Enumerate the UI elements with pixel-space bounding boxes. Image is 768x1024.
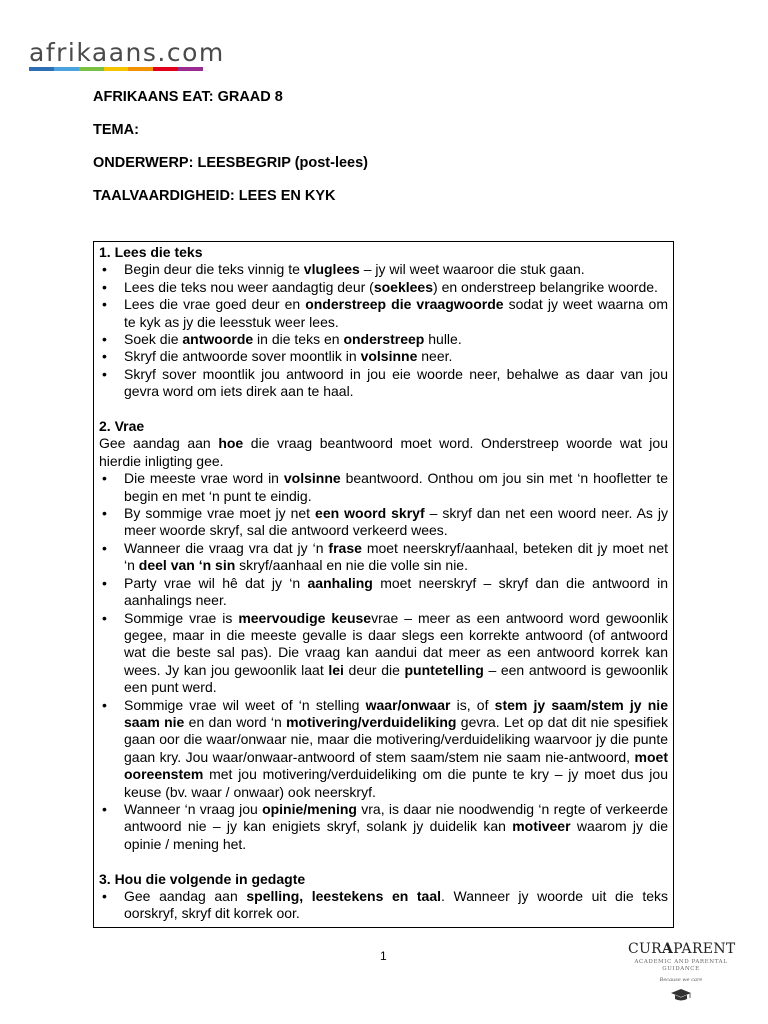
list-item: • Lees die vrae goed deur en onderstreep die vraagwoorde sodat jy weet waarna om te kyk as jy die leesstuk weer lees. — [99, 296, 668, 331]
document-title: AFRIKAANS EAT: GRAAD 8 — [93, 89, 283, 105]
graduation-cap-icon — [670, 988, 692, 1002]
section-intro: Gee aandag aan hoe die vraag beantwoord moet word. Onderstreep woorde wat jou hierdie inligting gee. — [99, 435, 668, 469]
page-number: 1 — [380, 949, 387, 963]
list-item: • Gee aandag aan spelling, leestekens en taal. Wanneer jy woorde uit die teks oorskryf, skryf dit korrek oor. — [99, 888, 668, 923]
bullet-list — [99, 470, 668, 853]
list-item: • Die meeste vrae word in volsinne beantwoord. Onthou om jou sin met ‘n hoofletter te begin en met ‘n punt te eindig. — [99, 470, 668, 505]
afrikaans-logo — [29, 40, 225, 71]
list-item: • Sommige vrae wil weet of ‘n stelling waar/onwaar is, of stem jy saam/stem jy nie saam nie en dan word ‘n motivering/verduideliking gevra. Let op dat dit nie spesifiek gaan oor die waar/onwaar nie, maar die motivering/verduideliking waarvoor jy die punte gaan kry. Jou waar/onwaar-antwoord of stem saam/stem nie saam nie-antwoord, moet ooreenstem met jou motivering/verduideliking om die punte te kry – jy moet dus jou keuse (bv. waar / onwaar) ook neerskryf. — [99, 697, 668, 801]
list-item: • Sommige vrae is meervoudige keusevrae – meer as een antwoord word gewoonlik gegee, maar in die meeste gevalle is daar slegs een korrekte antwoord (of antwoord wat die beste sal pas). Die vraag kan aandui dat meer as een antwoord korrek kan wees. Jy kan jou gewoonlik laat lei deur die puntetelling – een antwoord is gewoonlik een punt werd. — [99, 610, 668, 697]
list-item: • Soek die antwoorde in die teks en onderstreep hulle. — [99, 331, 668, 348]
section-title: 3. Hou die volgende in gedagte — [99, 870, 306, 887]
onderwerp-heading: ONDERWERP: LEESBEGRIP (post-lees) — [93, 155, 369, 171]
logo-color-bar — [29, 67, 203, 71]
curaparent-subtitle: ACADEMIC AND PARENTAL GUIDANCE — [634, 959, 728, 972]
list-item: • Wanneer die vraag vra dat jy ‘n frase moet neerskryf/aanhaal, beteken dit jy moet net ‘n deel van ‘n sin skryf/aanhaal en nie die volle sin nie. — [99, 540, 668, 575]
curaparent-name: CURAPARENT — [628, 941, 736, 957]
section-3 — [99, 871, 668, 923]
logo-text: afrikaans.com — [29, 38, 225, 67]
list-item: • Skryf sover moontlik jou antwoord in jou eie woorde neer, behalwe as daar van jou gevra word om iets direk aan te haal. — [99, 366, 668, 401]
curaparent-tagline: Because we care — [659, 977, 703, 983]
list-item: • Wanneer ‘n vraag jou opinie/mening vra, is daar nie noodwendig ‘n regte of verkeerde antwoord nie – jy kan enigiets skryf, solank jy duidelik kan motiveer waarom jy die opinie / mening het. — [99, 801, 668, 853]
list-item: • Party vrae wil hê dat jy ‘n aanhaling moet neerskryf – skryf dan die antwoord in aanhalings neer. — [99, 575, 668, 610]
instructions-box — [93, 241, 674, 928]
section-1 — [99, 244, 668, 401]
list-item: • Begin deur die teks vinnig te vluglees – jy wil weet waaroor die stuk gaan. — [99, 261, 668, 278]
list-item: • Skryf die antwoorde sover moontlik in volsinne neer. — [99, 348, 668, 365]
section-2 — [99, 418, 668, 853]
tema-heading: TEMA: — [93, 122, 139, 138]
list-item: • Lees die teks nou weer aandagtig deur (soeklees) en onderstreep belangrike woorde. — [99, 279, 668, 296]
taalvaardigheid-heading: TAALVAARDIGHEID: LEES EN KYK — [93, 188, 336, 204]
section-title: 1. Lees die teks — [99, 244, 203, 260]
list-item: • By sommige vrae moet jy net een woord skryf – skryf dan net een woord neer. As jy meer woorde skryf, sal die antwoord verkeerd wees. — [99, 505, 668, 540]
bullet-list — [99, 261, 668, 400]
bullet-list — [99, 888, 668, 923]
section-title: 2. Vrae — [99, 418, 145, 435]
curaparent-logo — [628, 941, 734, 1007]
